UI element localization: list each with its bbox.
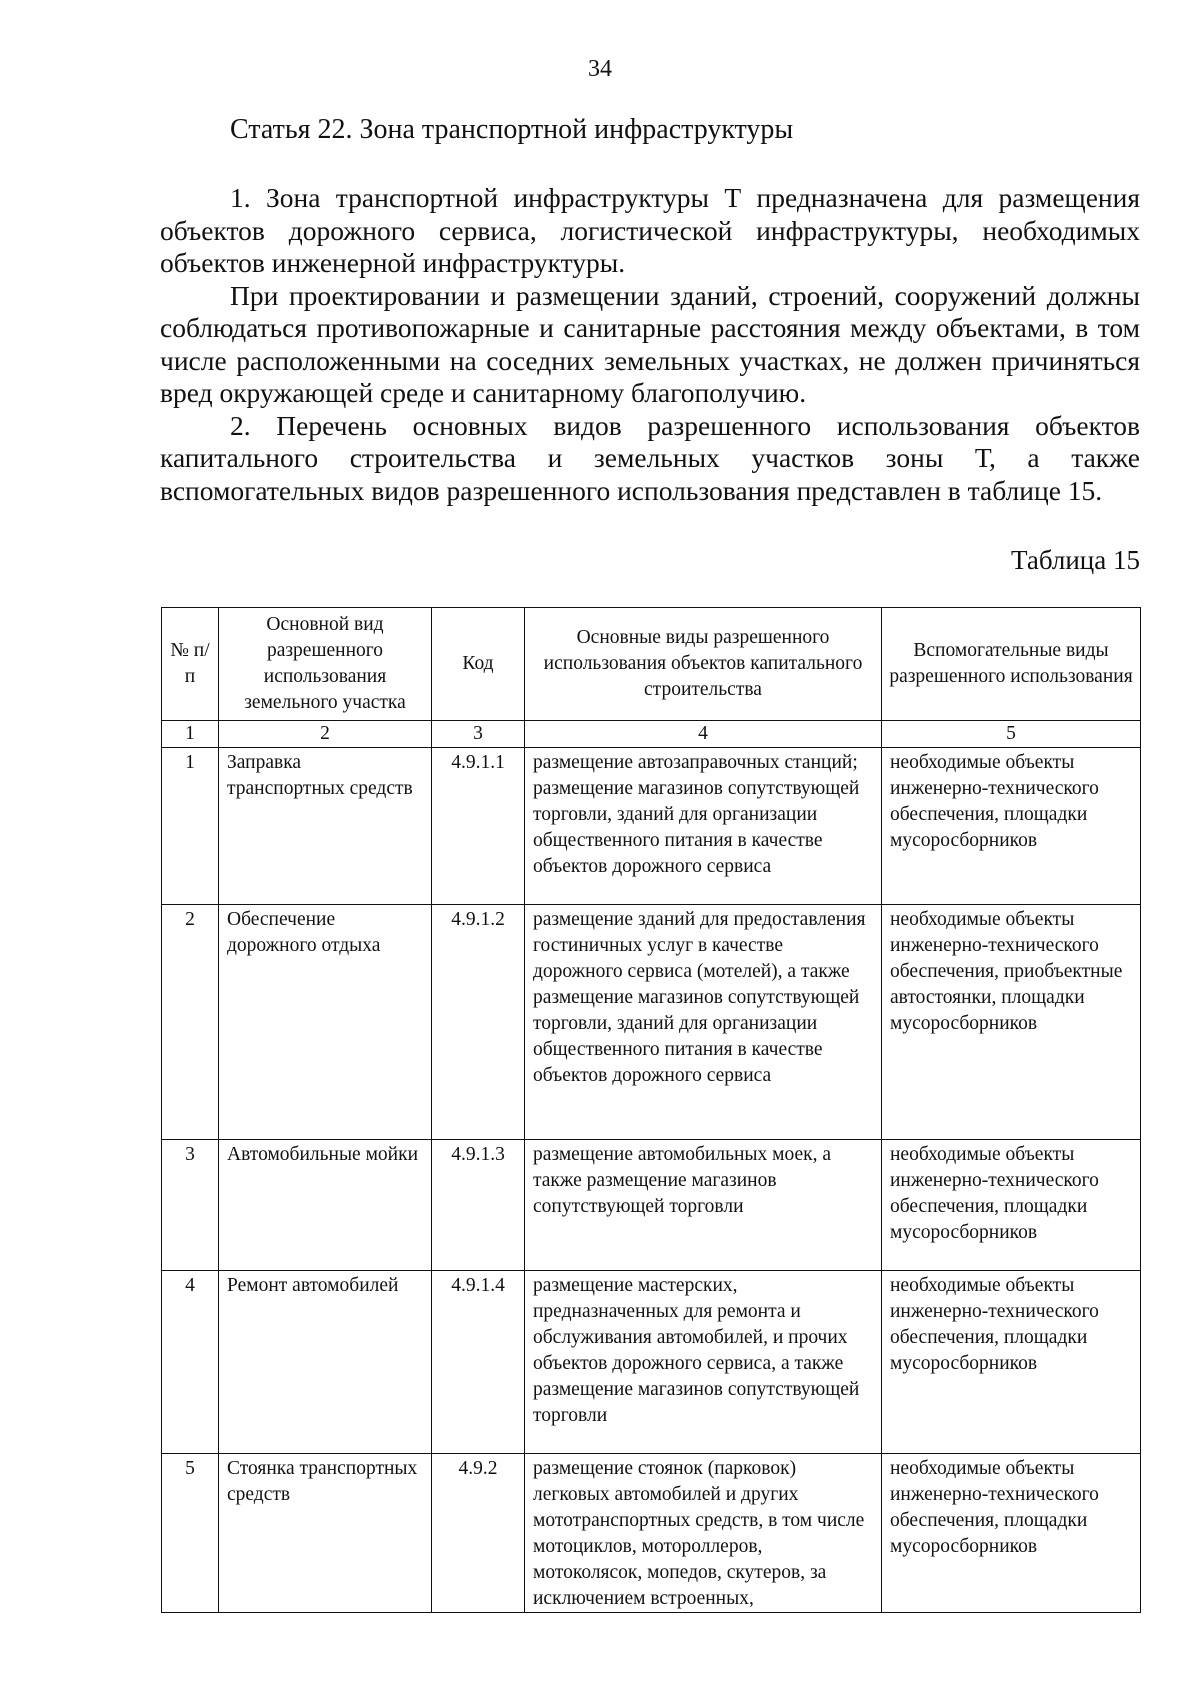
- row-number: 5: [162, 1454, 219, 1613]
- article-title: Статья 22. Зона транспортной инфраструктуры: [230, 114, 794, 145]
- table-row: [162, 748, 1141, 905]
- row-land-use: Автомобильные мойки: [219, 1140, 432, 1271]
- row-main-uses: размещение зданий для предоставления гостиничных услуг в качестве дорожного сервиса (мотелей), а также размещение магазинов сопутствующей торговли, зданий для организации общественного питания в качестве объектов дорожного сервиса: [525, 905, 882, 1140]
- row-code: 4.9.1.3: [432, 1140, 525, 1271]
- row-aux-uses: необходимые объекты инженерно-технического обеспечения, площадки мусоросборников: [882, 1454, 1141, 1613]
- table-caption: Таблица 15: [1011, 545, 1140, 575]
- row-code: 4.9.1.4: [432, 1271, 525, 1454]
- row-number: 2: [162, 905, 219, 1140]
- row-land-use: Ремонт автомобилей: [219, 1271, 432, 1454]
- column-number: 3: [432, 721, 525, 748]
- table-row: [162, 1140, 1141, 1271]
- row-number: 4: [162, 1271, 219, 1454]
- header-land-use: Основной вид разрешенного использования земельного участка: [219, 608, 432, 721]
- row-aux-uses: необходимые объекты инженерно-технического обеспечения, площадки мусоросборников: [882, 1271, 1141, 1454]
- header-main-uses: Основные виды разрешенного использования объектов капитального строительства: [525, 608, 882, 721]
- header-code: Код: [432, 608, 525, 721]
- table-row: [162, 905, 1141, 1140]
- row-main-uses: размещение стоянок (парковок) легковых автомобилей и других мототранспортных средств, в том числе мотоциклов, мотороллеров, мотоколясок, мопедов, скутеров, за исключением встроенных,: [525, 1454, 882, 1613]
- column-number-row: [162, 721, 1141, 748]
- column-number: 5: [882, 721, 1141, 748]
- row-aux-uses: необходимые объекты инженерно-технического обеспечения, площадки мусоросборников: [882, 1140, 1141, 1271]
- row-number: 3: [162, 1140, 219, 1271]
- table-row: [162, 1271, 1141, 1454]
- row-land-use: Стоянка транспортных средств: [219, 1454, 432, 1613]
- header-aux-uses: Вспомогательные виды разрешенного использования: [882, 608, 1141, 721]
- row-aux-uses: необходимые объекты инженерно-технического обеспечения, приобъектные автостоянки, площадки мусоросборников: [882, 905, 1141, 1140]
- permitted-uses-table: [161, 607, 1141, 1613]
- document-body: [160, 182, 1140, 507]
- table-header-row: [162, 608, 1141, 721]
- paragraph-table-intro: 2. Перечень основных видов разрешенного использования объектов капитального строительства и земельных участков зоны Т, а также вспомогательных видов разрешенного использования представлен в таблице 15.: [160, 409, 1140, 506]
- row-code: 4.9.1.1: [432, 748, 525, 905]
- column-number: 1: [162, 721, 219, 748]
- header-number: № п/п: [162, 608, 219, 721]
- table-row: [162, 1454, 1141, 1613]
- page-number: 34: [588, 56, 612, 82]
- column-number: 4: [525, 721, 882, 748]
- row-main-uses: размещение автозаправочных станций; размещение магазинов сопутствующей торговли, зданий для организации общественного питания в качестве объектов дорожного сервиса: [525, 748, 882, 905]
- paragraph-zone-purpose: 1. Зона транспортной инфраструктуры Т предназначена для размещения объектов дорожного сервиса, логистической инфраструктуры, необходимых объектов инженерной инфраструктуры.: [160, 182, 1140, 278]
- row-land-use: Обеспечение дорожного отдыха: [219, 905, 432, 1140]
- row-main-uses: размещение автомобильных моек, а также размещение магазинов сопутствующей торговли: [525, 1140, 882, 1271]
- row-code: 4.9.1.2: [432, 905, 525, 1140]
- column-number: 2: [219, 721, 432, 748]
- row-land-use: Заправка транспортных средств: [219, 748, 432, 905]
- row-code: 4.9.2: [432, 1454, 525, 1613]
- row-main-uses: размещение мастерских, предназначенных для ремонта и обслуживания автомобилей, и прочих объектов дорожного сервиса, а также размещение магазинов сопутствующей торговли: [525, 1271, 882, 1454]
- row-number: 1: [162, 748, 219, 905]
- row-aux-uses: необходимые объекты инженерно-технического обеспечения, площадки мусоросборников: [882, 748, 1141, 905]
- paragraph-distances: При проектировании и размещении зданий, строений, сооружений должны соблюдаться противопожарные и санитарные расстояния между объектами, в том числе расположенными на соседних земельных участках, не должен причиняться вред окружающей среде и санитарному благополучию.: [160, 279, 1140, 408]
